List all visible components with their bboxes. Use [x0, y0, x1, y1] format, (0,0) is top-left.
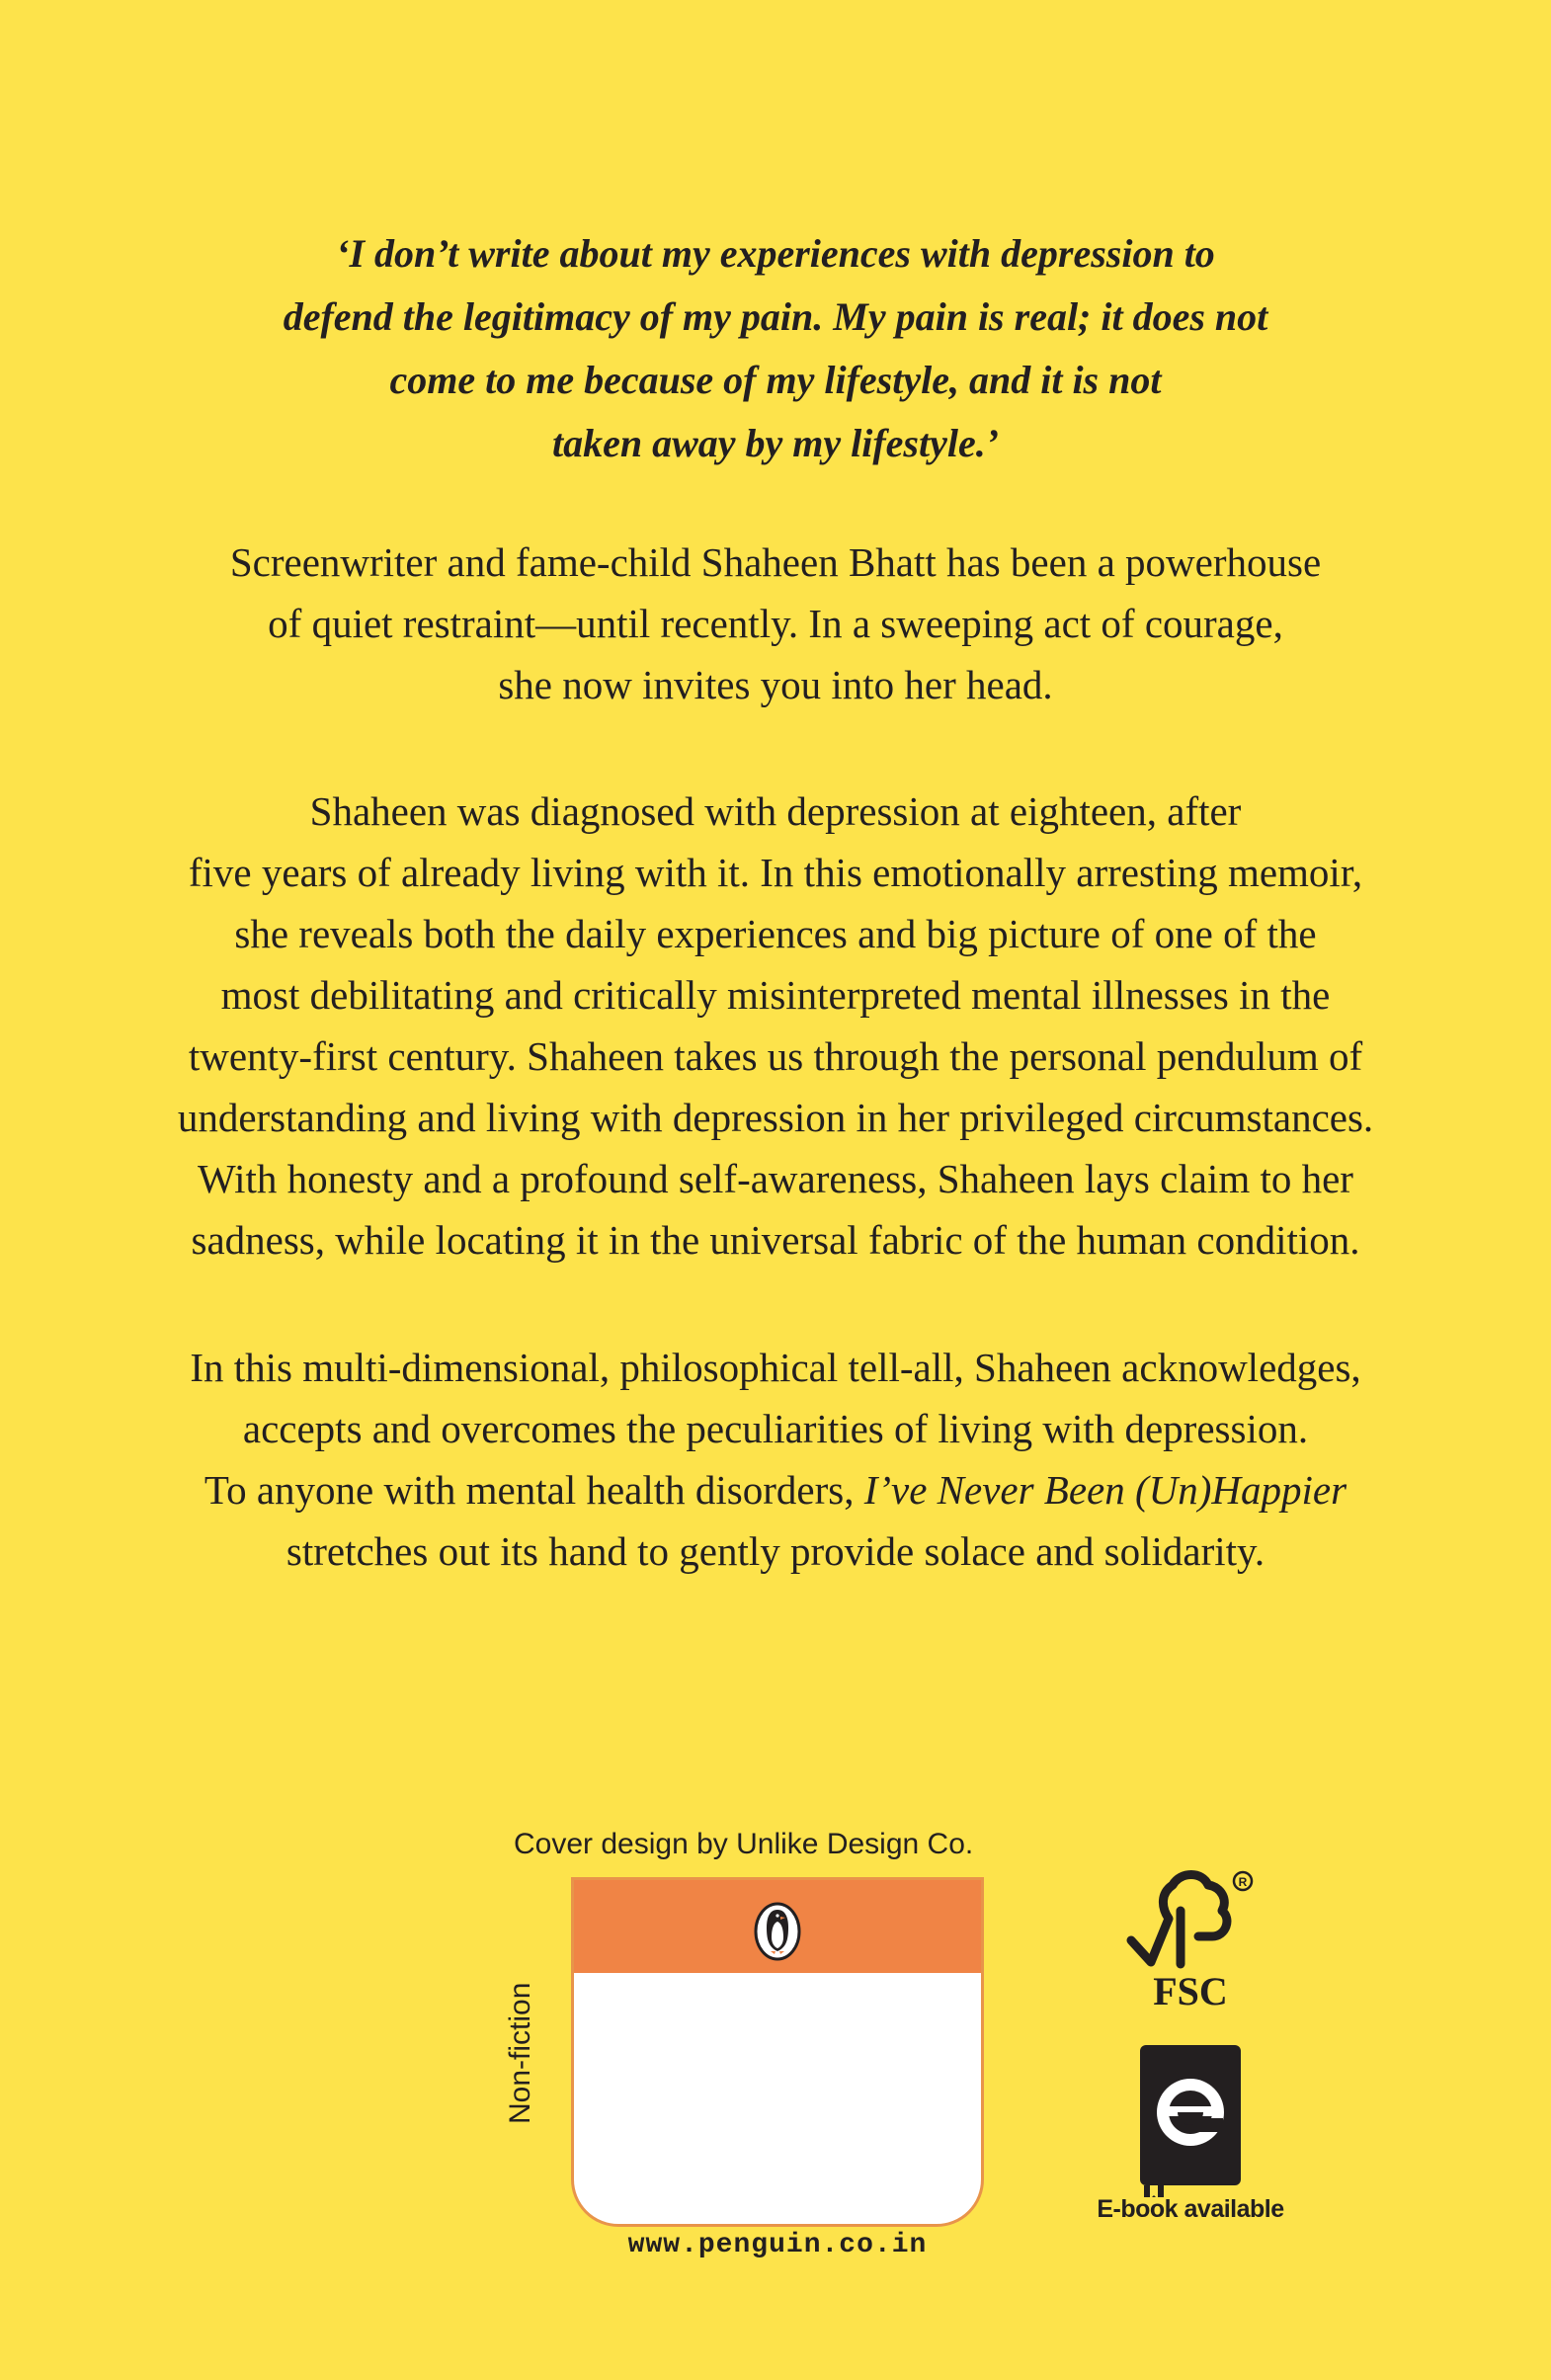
blurb-paragraph-2	[79, 780, 1472, 1271]
barcode-panel	[571, 1877, 984, 2227]
blurb-line: five years of already living with it. In this emotionally arresting memoir,	[188, 850, 1363, 895]
quote-line-4: taken away by my lifestyle.’	[551, 421, 1000, 465]
penguin-logo-icon	[754, 1902, 801, 1961]
blurb-line: of quiet restraint—until recently. In a sweeping act of courage,	[268, 601, 1283, 646]
ebook-available-label: E-book available	[1097, 2195, 1284, 2223]
blurb-line: Shaheen was diagnosed with depression at eighteen, after	[309, 788, 1242, 834]
blurb-line: accepts and overcomes the peculiarities of living with depression.	[242, 1406, 1309, 1451]
quote-line-3: come to me because of my lifestyle, and it is not	[389, 358, 1162, 402]
cover-design-credit: Cover design by Unlike Design Co.	[514, 1828, 974, 1860]
quote-line-1: ‘I don’t write about my experiences with depression to	[336, 231, 1215, 276]
blurb-line: twenty-first century. Shaheen takes us through the personal pendulum of	[188, 1033, 1363, 1079]
blurb-line: most debilitating and critically misinterpreted mental illnesses in the	[220, 972, 1331, 1018]
blurb-line: understanding and living with depression in her privileged circumstances.	[177, 1095, 1374, 1140]
publisher-website: www.penguin.co.in	[627, 2230, 928, 2260]
blurb-line: she now invites you into her head.	[498, 662, 1053, 707]
blurb-paragraph-3	[79, 1337, 1472, 1582]
pull-quote	[109, 222, 1442, 475]
blurb-line: In this multi-dimensional, philosophical tell-all, Shaheen acknowledges,	[190, 1345, 1361, 1390]
ebook-icon	[1136, 2043, 1245, 2201]
blurb-line: she reveals both the daily experiences and big picture of one of the	[234, 911, 1317, 956]
fsc-label: FSC	[1153, 1969, 1228, 2013]
blurb-text: To anyone with mental health disorders,	[204, 1467, 864, 1513]
book-title: I’ve Never Been (Un)Happier	[863, 1467, 1347, 1513]
blurb-line: sadness, while locating it in the universal fabric of the human condition.	[191, 1217, 1360, 1263]
quote-line-2: defend the legitimacy of my pain. My pain is real; it does not	[283, 294, 1268, 339]
genre-label: Non-fiction	[504, 1982, 536, 2124]
svg-text:R: R	[1238, 1875, 1248, 1889]
blurb-paragraph-1	[79, 532, 1472, 715]
blurb-line	[79, 1459, 1472, 1520]
blurb-line: With honesty and a profound self-awareness, Shaheen lays claim to her	[198, 1156, 1353, 1201]
blurb-line: Screenwriter and fame-child Shaheen Bhatt has been a powerhouse	[229, 539, 1322, 585]
blurb-line: stretches out its hand to gently provide solace and solidarity.	[286, 1528, 1265, 1574]
